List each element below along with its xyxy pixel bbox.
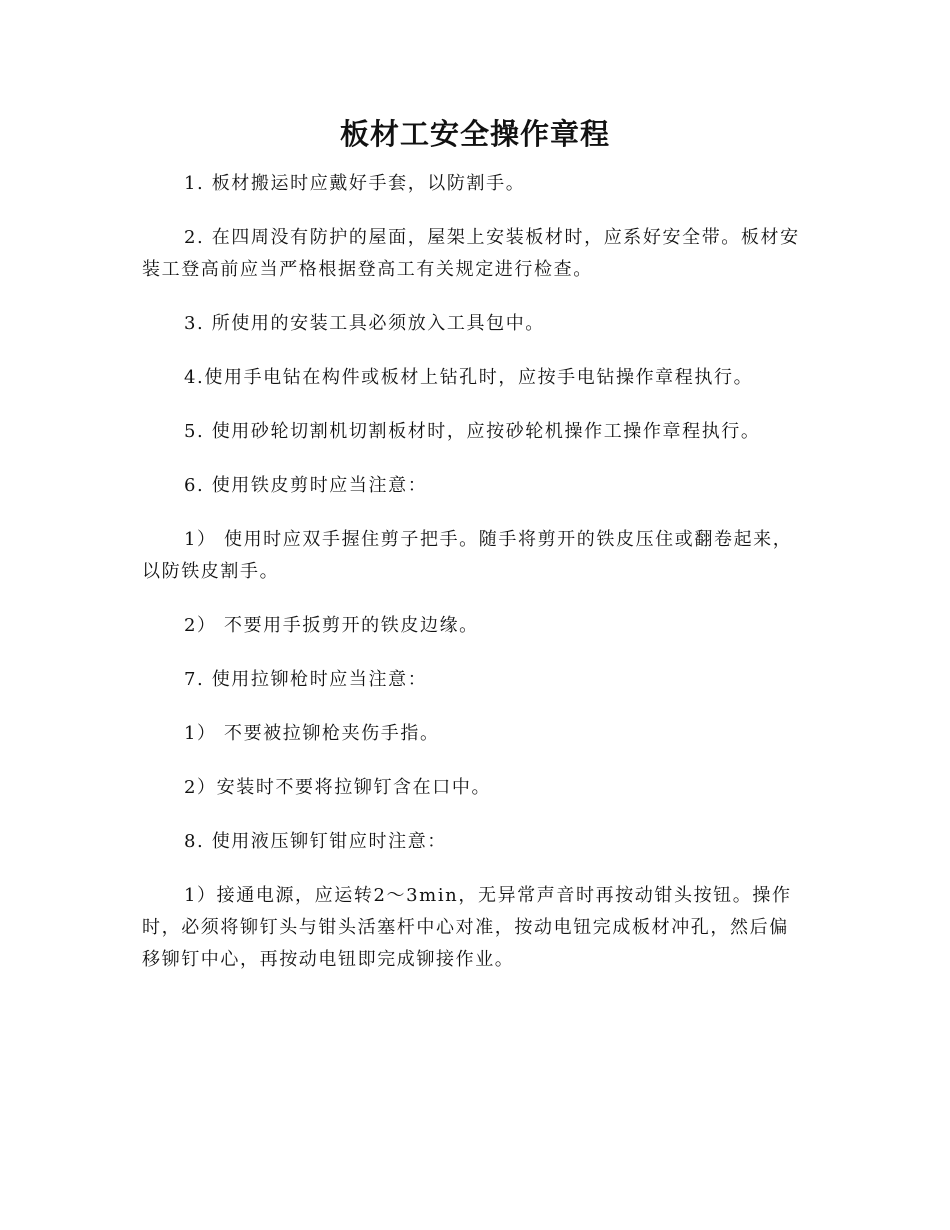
paragraph-item-6-2: 2） 不要用手扳剪开的铁皮边缘。 (184, 615, 479, 636)
document-title: 板材工安全操作章程 (339, 117, 610, 151)
paragraph-item-3: 3. 所使用的安装工具必须放入工具包中。 (184, 313, 545, 334)
paragraph-item-4: 4.使用手电钻在构件或板材上钻孔时，应按手电钻操作章程执行。 (184, 367, 754, 388)
paragraph-item-8-1: 1）接通电源，应运转2～3min，无异常声音时再按动钳头按钮。操作时，必须将铆钉头与钳头活塞杆中心对准，按动电钮完成板材冲孔，然后偏移铆钉中心，再按动电钮即完成铆接作业。 (142, 885, 792, 970)
paragraph-item-2: 2. 在四周没有防护的屋面，屋架上安装板材时，应系好安全带。板材安装工登高前应当严格根据登高工有关规定进行检查。 (142, 227, 800, 280)
paragraph-item-7: 7. 使用拉铆枪时应当注意： (184, 669, 428, 690)
paragraph-item-8: 8. 使用液压铆钉钳应时注意： (184, 831, 447, 852)
paragraph-item-6-1: 1） 使用时应双手握住剪子把手。随手将剪开的铁皮压住或翻卷起来，以防铁皮割手。 (142, 529, 793, 582)
paragraph-item-6: 6. 使用铁皮剪时应当注意： (184, 475, 428, 496)
paragraph-item-7-1: 1） 不要被拉铆枪夹伤手指。 (184, 723, 440, 744)
paragraph-item-7-2: 2）安装时不要将拉铆钉含在口中。 (184, 777, 492, 798)
paragraph-item-5: 5. 使用砂轮切割机切割板材时，应按砂轮机操作工操作章程执行。 (184, 421, 761, 442)
paragraph-item-1: 1. 板材搬运时应戴好手套，以防割手。 (184, 173, 526, 194)
document-body (142, 168, 802, 998)
